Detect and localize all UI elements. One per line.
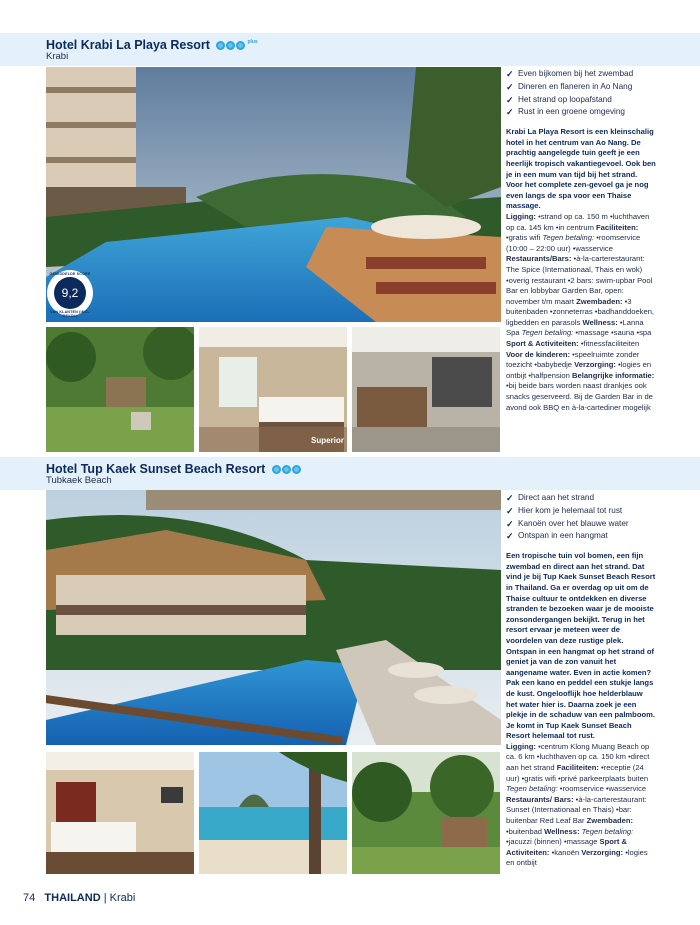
- hotel2-photo-room: [46, 752, 194, 874]
- hotel1-details: Ligging: •strand op ca. 150 m •luchthaven op ca. 145 km •in centrum Faciliteiten: •gratis wifi Tegen betaling: •roomservice (10:00 – 22:00 uur) •wasservice Restaurants/Bars: •à-la-carterestaurant: The Spice (Internationaal, Thais en wok) •overig restaurant •2 bars: swim-upbar Pool Bar en lobbybar Garden Bar, open: november t/m maart Zwembaden: •3 buitenbaden •zonneterras •badhanddoeken, ligbedden en parasols Wellness: •Lanna Spa Tegen betaling: •massage •sauna •spa Sport & Activiteiten: •fitnessfaciliteiten Voor de kinderen: •speelruimte zonder toezicht •babybedje Verzorging: •logies en ontbijt •halfpension Belangrijke informatie: •bij beide bars worden naast drankjes ook snacks geserveerd. Bij de Garden Bar in de avond ook BBQ en à-la-cartediner mogelijk: [506, 211, 655, 412]
- page-footer: [23, 892, 135, 904]
- page-number: 74: [23, 892, 36, 904]
- hotel1-description-column: [506, 68, 656, 413]
- usp-item: ✓ Kanoën over het blauwe water: [506, 518, 656, 531]
- hotel1-photo-garden: [46, 327, 194, 452]
- photo-caption-superior: Superior: [311, 436, 344, 445]
- usp-item: ✓ Het strand op loopafstand: [506, 94, 656, 107]
- footer-separator: |: [103, 892, 107, 904]
- hotel1-main-photo-pool: [46, 67, 501, 322]
- hotel2-location: Tubkaek Beach: [46, 475, 112, 486]
- usp-item: ✓ Even bijkomen bij het zwembad: [506, 68, 656, 81]
- hotel2-intro: Een tropische tuin vol bomen, een fijn zwembad en direct aan het strand. Dat vind je bij Tup Kaek Sunset Beach Resort in Thailand. Ga er overdag op uit om de Thaise cultuur te ontdekken en diverse stranden te bezoeken waar je de mooiste zonsondergangen bekijkt. Terug in het resort ervaar je meteen weer de voordelen van deze rustige plek. Ontspan in een hangmat op het strand of geniet ja van de zon vanuit het aangename water. Even in actie komen? Pak een kano en peddel een stukje langs de kust. Ongelooflijk hoe helderblauw het water hier is. Daarna zoek je een plekje in de schaduw van een palmboom. Je komt in Tup Kaek Sunset Beach Resort helemaal tot rust.: [506, 551, 656, 741]
- hotel2-star-rating: [272, 463, 302, 477]
- hotel1-location: Krabi: [46, 51, 69, 62]
- hotel2-usp-list: [506, 492, 656, 543]
- hotel2-details: Ligging: •centrum Klong Muang Beach op ca. 6 km •luchthaven op ca. 150 km •direct aan het strand Faciliteiten: •receptie (24 uur) •gratis wifi •privé parkeerplaats buiten Tegen betaling: •roomservice •wasservice Restaurants/ Bars: •à-la-carterestaurant: Sunset (Internationaal en Thais) •bar: buitenbar Red Leaf Bar Zwembaden: •buitenbad Wellness: Tegen betaling: •jacuzzi (binnen) •massage Sport & Activiteiten: •kanoën Verzorging: •logies en ontbijt: [506, 741, 650, 868]
- hotel1-star-rating: plus: [216, 39, 257, 53]
- hotel1-usp-list: [506, 68, 656, 119]
- usp-item: ✓ Ontspan in een hangmat: [506, 530, 656, 543]
- hotel2-photo-beach: [199, 752, 347, 874]
- hotel2-title: Hotel Tup Kaek Sunset Beach Resort: [46, 462, 302, 477]
- hotel1-intro: Krabi La Playa Resort is een kleinschalig hotel in het centrum van Ao Nang. De prachtig aangelegde tuin geeft je een heerlijk tropisch vakantiegevoel. Ook ben je in een mum van tijd bij het strand. Voor het complete zen-gevoel ga je nog even langs de spa voor een Thaise massage.: [506, 127, 656, 211]
- hotel2-photo-garden: [352, 752, 500, 874]
- footer-country: THAILAND: [44, 892, 101, 904]
- hotel1-title: Hotel Krabi La Playa Resort $^{plus}$: [46, 38, 258, 52]
- hotel2-description-column: [506, 492, 656, 869]
- hotel2-main-photo-resort: [46, 490, 501, 745]
- usp-item: ✓ Hier kom je helemaal tot rust: [506, 505, 656, 518]
- footer-region: Krabi: [109, 892, 136, 904]
- rating-score: 9,2: [54, 277, 86, 309]
- hotel1-photo-restaurant: [352, 327, 500, 452]
- hotel1-photo-superior-room: [199, 327, 347, 452]
- usp-item: ✓ Direct aan het strand: [506, 492, 656, 505]
- usp-item: ✓ Dineren en flaneren in Ao Nang: [506, 81, 656, 94]
- hotel1-rating-badge: GEMIDDELDE SCORE 9,2 VAN KLANTEN (INCL GEVOL): [47, 270, 93, 316]
- usp-item: ✓ Rust in een groene omgeving: [506, 106, 656, 119]
